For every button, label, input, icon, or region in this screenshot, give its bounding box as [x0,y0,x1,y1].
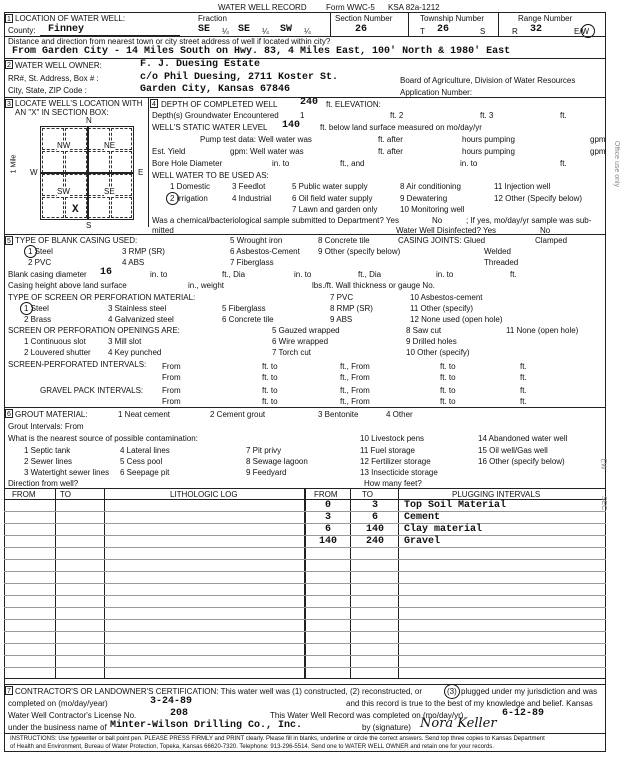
grout-label: GROUT MATERIAL: [15,410,88,419]
township-label: Township Number [420,14,485,23]
plug-desc-4[interactable]: Gravel [404,536,441,547]
plug-to-2[interactable]: 6 [371,512,378,523]
owner-city[interactable]: Garden City, Kansas 67846 [140,84,291,95]
plug-desc-1[interactable]: Top Soil Material [404,500,507,511]
plug-from-4[interactable]: 140 [318,536,337,547]
plug-to-4[interactable]: 240 [365,536,384,547]
section-number-3: 3 [5,99,13,108]
mile-label: 1 Mile [10,154,18,174]
locate-label: LOCATE WELL'S LOCATION WITH [15,99,143,108]
plug-from-3[interactable]: 6 [324,524,331,535]
irrigation-circle [166,192,179,205]
section-number-1: 1 [5,14,13,23]
static-level-value[interactable]: 140 [282,120,301,131]
gravel-intervals-label: GRAVEL PACK INTERVALS: [40,386,144,395]
form-title: WATER WELL RECORD [218,3,307,12]
contamination-label: What is the nearest source of possible contamination: [8,434,198,443]
section-number-2: 2 [5,60,13,69]
depth-value[interactable]: 240 [300,97,319,108]
section-number-4: 4 [150,99,158,108]
distance-value[interactable]: From Garden City - 14 Miles South on Hwy. 83, 4 Miles East, 100' North & 1980' East [12,46,511,57]
section-number-7: 7 [5,686,13,695]
township-value[interactable]: 26 [437,24,450,35]
county-value[interactable]: Finney [48,24,85,35]
record-date[interactable]: 6-12-89 [502,708,545,719]
use-label: WELL WATER TO BE USED AS: [152,171,269,180]
screen-intervals-label: SCREEN-PERFORATED INTERVALS: [8,360,147,369]
owner-address[interactable]: c/o Phil Duesing, 2711 Koster St. [140,72,339,83]
plug-desc-2[interactable]: Cement [404,512,441,523]
distance-label: Distance and direction from nearest town or city street address of well if located within city? [8,37,331,46]
ksa-ref: KSA 82a-1212 [388,3,440,12]
fraction-1[interactable]: SE [198,24,211,35]
range-label: Range Number [518,14,573,23]
county-label: County: [8,26,36,35]
range-ew: E/W [574,27,590,36]
signature[interactable]: Nora Keller [420,716,497,731]
plug-from-1[interactable]: 0 [324,500,331,511]
office-use-label: Office use only [613,140,620,188]
section-number-6: 6 [5,409,13,418]
openings-label: SCREEN OR PERFORATION OPENINGS ARE: [8,326,180,335]
form-number: Form WWC-5 [326,3,375,12]
screen-label: TYPE OF SCREEN OR PERFORATION MATERIAL: [8,293,196,302]
fraction-label: Fraction [198,14,227,23]
business-name[interactable]: Minter-Wilson Drilling Co., Inc. [110,720,303,731]
owner-label: WATER WELL OWNER: [15,61,102,70]
section-number-label: Section Number [335,14,393,23]
license-number[interactable]: 208 [170,708,189,719]
fraction-3[interactable]: SW [280,24,293,35]
cert-line-1: CONTRACTOR'S OR LANDOWNER'S CERTIFICATION: This water well was (1) constructed, (2) reconstructed, or [15,687,422,696]
steel-circle [24,245,37,258]
well-location-x[interactable]: X [72,204,79,216]
plugged-circle [444,684,460,699]
plug-to-1[interactable]: 3 [371,500,378,511]
plug-desc-3[interactable]: Clay material [404,524,483,535]
instructions-2: of Health and Environment, Bureau of Water Protection, Topeka, Kansas 66620-7320. Telephone: 913-296-5514. Send one to WATER WELL OWNER and retain one for your records. [10,744,494,750]
section-value[interactable]: 26 [355,24,368,35]
casing-label: TYPE OF BLANK CASING USED: [15,236,138,245]
location-label: LOCATION OF WATER WELL: [15,14,126,23]
range-value[interactable]: 32 [530,24,543,35]
owner-name[interactable]: F. J. Duesing Estate [140,59,261,70]
plug-to-3[interactable]: 140 [365,524,384,535]
screen-steel-circle [20,302,33,315]
section-number-5: 5 [5,236,13,245]
depth-label: DEPTH OF COMPLETED WELL [161,100,278,109]
groundwater-label: Depth(s) Groundwater Encountered [152,111,279,120]
static-level-label: WELL'S STATIC WATER LEVEL [152,123,268,132]
completed-date[interactable]: 3-24-89 [150,696,193,707]
instructions-1: INSTRUCTIONS: Use typewriter or ball point pen. PLEASE PRESS FIRMLY and PRINT clearly. Please fill in blanks, underline or circle the correct answers. Send top three copies to Kansas Department [10,736,545,742]
application-label: Application Number: [400,88,473,97]
plug-from-2[interactable]: 3 [324,512,331,523]
locate-label-2: AN "X" IN SECTION BOX: [15,108,109,117]
city-label: City, State, ZIP Code : [8,86,87,95]
board-text: Board of Agriculture, Division of Water Resources [400,76,576,85]
casing-diameter[interactable]: 16 [100,267,113,278]
fraction-2[interactable]: SE [238,24,251,35]
address-label: RR#, St. Address, Box # : [8,74,99,83]
